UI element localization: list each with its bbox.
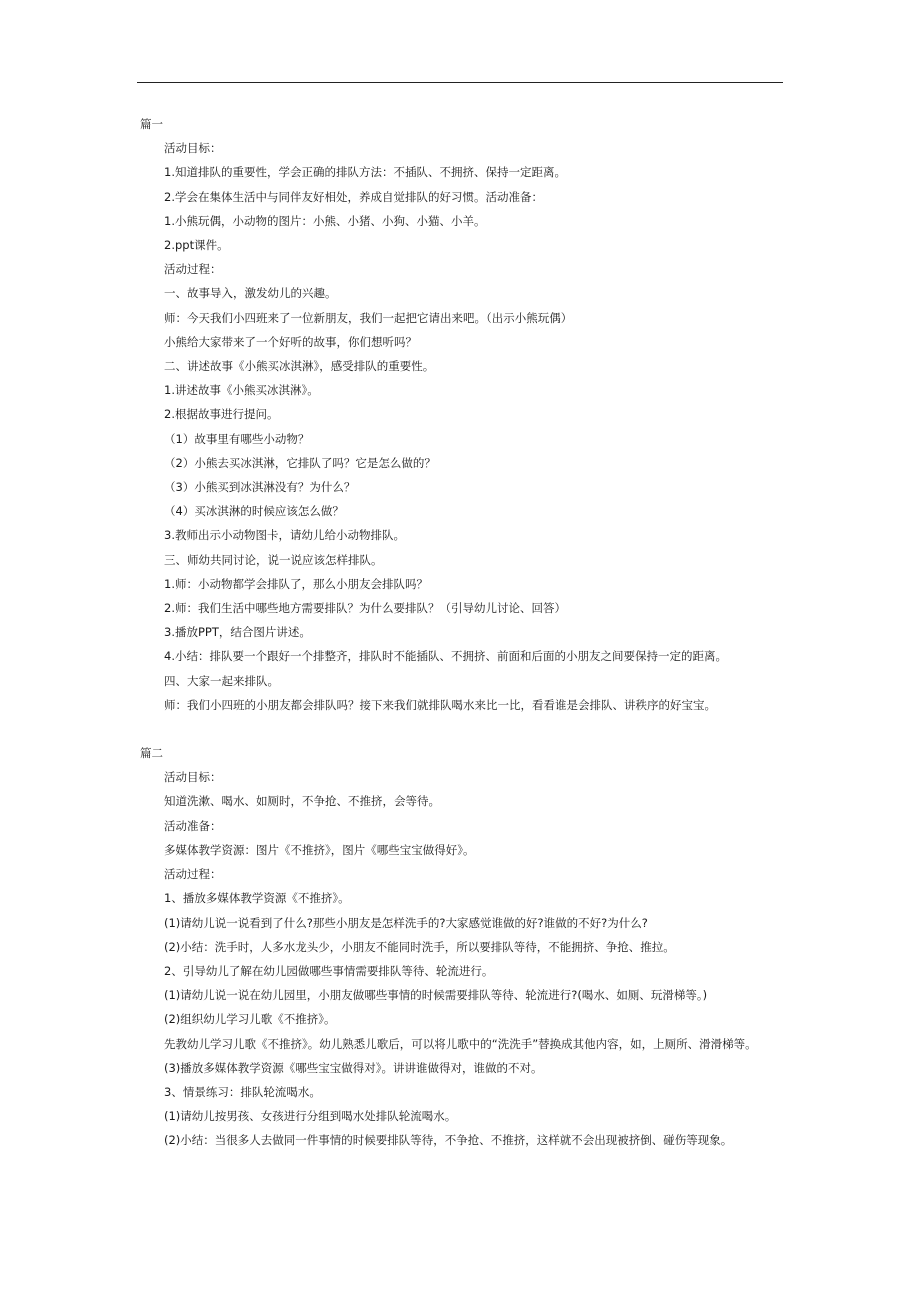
document-body	[140, 112, 783, 1153]
paragraph: 2.学会在集体生活中与同伴友好相处，养成自觉排队的好习惯。活动准备：	[164, 189, 543, 204]
paragraph: 活动过程：	[164, 867, 222, 882]
paragraph: 小熊给大家带来了一个好听的故事，你们想听吗？	[164, 334, 417, 349]
paragraph: (2)小结：当很多人去做同一件事情的时候要排队等待，不争抢、不推挤，这样就不会出现被挤倒、碰伤等现象。	[164, 1133, 733, 1148]
paragraph: 3.教师出示小动物图卡，请幼儿给小动物排队。	[164, 528, 405, 543]
paragraph: 1.知道排队的重要性，学会正确的排队方法：不插队、不拥挤、保持一定距离。	[164, 165, 566, 180]
paragraph: (3)播放多媒体教学资源《哪些宝宝做得对》。讲讲谁做得对，谁做的不对。	[164, 1060, 543, 1075]
paragraph: 1.小熊玩偶，小动物的图片：小熊、小猪、小狗、小猫、小羊。	[164, 213, 486, 228]
paragraph: 一、故事导入，激发幼儿的兴趣。	[164, 286, 337, 301]
paragraph: 1、播放多媒体教学资源《不推挤》。	[164, 891, 350, 906]
section-1	[140, 112, 783, 717]
paragraph: 多媒体教学资源：图片《不推挤》，图片《哪些宝宝做得好》。	[164, 842, 475, 857]
section-lines	[140, 765, 783, 1152]
paragraph: 四、大家一起来排队。	[164, 673, 279, 688]
paragraph: （1）故事里有哪些小动物？	[164, 431, 310, 446]
paragraph: 活动过程：	[164, 262, 222, 277]
paragraph: 1.师：小动物都学会排队了，那么小朋友会排队吗？	[164, 576, 428, 591]
paragraph: 3、情景练习：排队轮流喝水。	[164, 1084, 321, 1099]
paragraph: 2.师：我们生活中哪些地方需要排队？为什么要排队？（引导幼儿讨论、回答）	[164, 601, 566, 616]
paragraph: 活动目标：	[164, 770, 222, 785]
paragraph: 活动准备：	[164, 818, 222, 833]
paragraph: 三、师幼共同讨论，说一说应该怎样排队。	[164, 552, 383, 567]
section-lines	[140, 136, 783, 717]
paragraph: 2.根据故事进行提问。	[164, 407, 279, 422]
paragraph: 知道洗漱、喝水、如厕时，不争抢、不推挤，会等待。	[164, 794, 440, 809]
paragraph: 二、讲述故事《小熊买冰淇淋》，感受排队的重要性。	[164, 359, 435, 374]
section-heading: 篇一	[140, 117, 163, 131]
paragraph: 先教幼儿学习儿歌《不推挤》。幼儿熟悉儿歌后，可以将儿歌中的“洗洗手”替换成其他内容，如，上厕所、滑滑梯等。	[164, 1036, 757, 1051]
paragraph: 2.ppt课件。	[164, 238, 229, 253]
paragraph: 1.讲述故事《小熊买冰淇淋》。	[164, 383, 319, 398]
paragraph: (2)小结：洗手时，人多水龙头少，小朋友不能同时洗手，所以要排队等待，不能拥挤、争抢、推拉。	[164, 939, 675, 954]
header-rule	[137, 82, 783, 83]
paragraph: （2）小熊去买冰淇淋，它排队了吗？它是怎么做的？	[164, 455, 436, 470]
paragraph: 活动目标：	[164, 141, 222, 156]
section-heading: 篇二	[140, 746, 163, 761]
paragraph: (1)请幼儿说一说看到了什么?那些小朋友是怎样洗手的?大家感觉谁做的好?谁做的不好?为什么?	[164, 915, 648, 930]
paragraph: (1)请幼儿按男孩、女孩进行分组到喝水处排队轮流喝水。	[164, 1109, 457, 1124]
paragraph: (2)组织幼儿学习儿歌《不推挤》。	[164, 1012, 336, 1027]
paragraph: （3）小熊买到冰淇淋没有？为什么？	[164, 480, 356, 495]
paragraph: 3.播放PPT，结合图片讲述。	[164, 625, 311, 640]
section-2	[140, 741, 783, 1152]
paragraph: (1)请幼儿说一说在幼儿园里，小朋友做哪些事情的时候需要排队等待、轮流进行?(喝水、如厕、玩滑梯等。)	[164, 988, 708, 1003]
paragraph: 师：我们小四班的小朋友都会排队吗？接下来我们就排队喝水来比一比，看看谁是会排队、讲秩序的好宝宝。	[164, 697, 716, 712]
paragraph: 2、引导幼儿了解在幼儿园做哪些事情需要排队等待、轮流进行。	[164, 963, 494, 978]
paragraph: 师：今天我们小四班来了一位新朋友，我们一起把它请出来吧。（出示小熊玩偶）	[164, 310, 573, 325]
paragraph: 4.小结：排队要一个跟好一个排整齐，排队时不能插队、不拥挤、前面和后面的小朋友之间要保持一定的距离。	[164, 649, 727, 664]
paragraph: （4）买冰淇淋的时候应该怎么做？	[164, 504, 344, 519]
